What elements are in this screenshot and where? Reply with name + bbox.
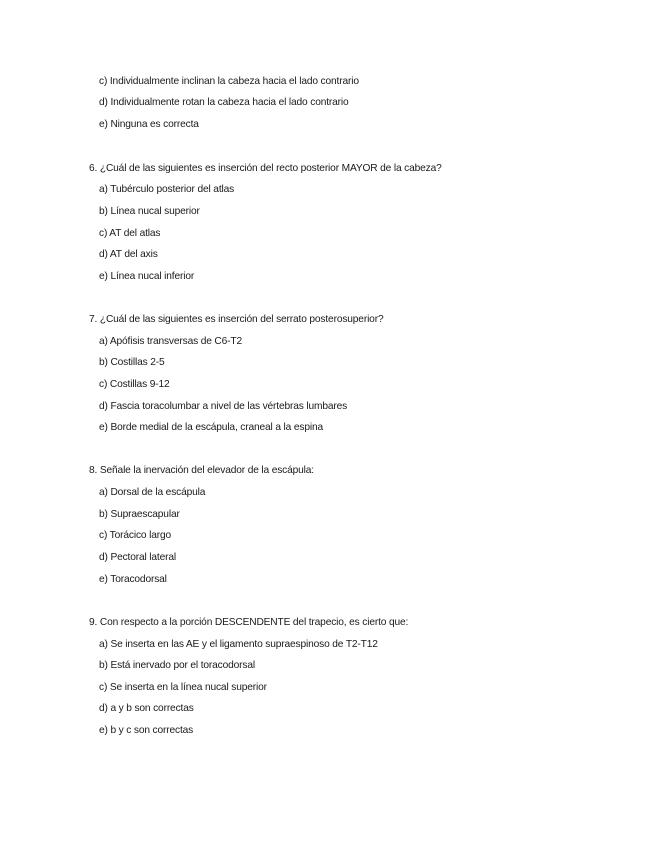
q9-option-b: b) Está inervado por el toracodorsal (99, 660, 255, 671)
question-9: 9. Con respecto a la porción DESCENDENTE del trapecio, es cierto que: (89, 617, 409, 628)
question-7: 7. ¿Cuál de las siguientes es inserción del serrato posterosuperior? (89, 314, 384, 325)
option-c-prev: c) Individualmente inclinan la cabeza hacia el lado contrario (99, 76, 359, 87)
question-8: 8. Señale la inervación del elevador de la escápula: (89, 465, 314, 476)
q7-option-b: b) Costillas 2-5 (99, 357, 165, 368)
q9-option-a: a) Se inserta en las AE y el ligamento supraespinoso de T2-T12 (99, 639, 378, 650)
q8-option-e: e) Toracodorsal (99, 574, 167, 585)
q7-option-d: d) Fascia toracolumbar a nivel de las vértebras lumbares (99, 401, 348, 412)
q6-option-a: a) Tubérculo posterior del atlas (99, 184, 235, 195)
q8-option-d: d) Pectoral lateral (99, 552, 176, 563)
q8-option-c: c) Torácico largo (99, 530, 171, 541)
q9-option-c: c) Se inserta en la línea nucal superior (99, 682, 267, 693)
option-e-prev: e) Ninguna es correcta (99, 119, 199, 130)
q6-option-b: b) Línea nucal superior (99, 206, 200, 217)
q7-option-e: e) Borde medial de la escápula, craneal a la espina (99, 422, 323, 433)
q6-option-e: e) Línea nucal inferior (99, 271, 195, 282)
q8-option-a: a) Dorsal de la escápula (99, 487, 206, 498)
q9-option-e: e) b y c son correctas (99, 725, 194, 736)
q7-option-c: c) Costillas 9-12 (99, 379, 170, 390)
question-6: 6. ¿Cuál de las siguientes es inserción del recto posterior MAYOR de la cabeza? (89, 163, 442, 174)
q7-option-a: a) Apófisis transversas de C6-T2 (99, 336, 242, 347)
q6-option-c: c) AT del atlas (99, 228, 161, 239)
q8-option-b: b) Supraescapular (99, 509, 180, 520)
q9-option-d: d) a y b son correctas (99, 703, 194, 714)
option-d-prev: d) Individualmente rotan la cabeza hacia el lado contrario (99, 97, 349, 108)
q6-option-d: d) AT del axis (99, 249, 158, 260)
